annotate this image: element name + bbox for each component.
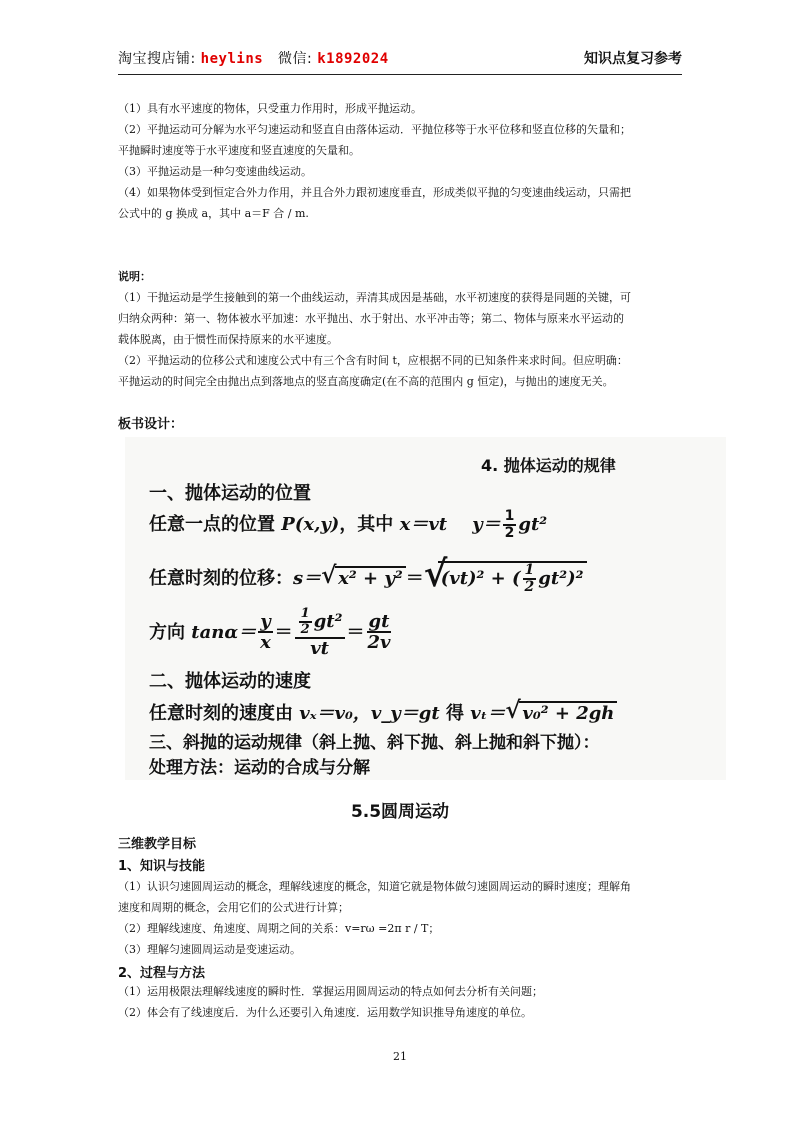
process-points: [118, 981, 688, 1023]
goal-line: （2）理解线速度、角速度、周期之间的关系：v=rω =2π r / T；: [118, 922, 440, 935]
board-line-displacement: 任意时刻的位移：s＝ √ x² + y² ＝ √ (vt)² + ( $\frac{1}{2}$ gt²)²: [149, 561, 587, 595]
board-line-method: 处理方法：运动的合成与分解: [149, 758, 370, 778]
goal-line: （2）体会有了线速度后．为什么还要引入角速度．运用数学知识推导角速度的单位。: [118, 1006, 532, 1019]
wechat-id: k1892024: [317, 51, 389, 67]
sqrt-expression: √ x² + y²: [321, 566, 406, 589]
section-title: 5.5圆周运动: [350, 802, 450, 822]
gt-over-2v-fraction: $\frac{gt}{2v}$: [367, 610, 391, 654]
goal-line: （1）运用极限法理解线速度的瞬时性．掌握运用圆周运动的特点如何去分析有关问题；: [118, 985, 543, 998]
subsection-knowledge: 1、知识与技能: [118, 859, 206, 874]
header-title: 知识点复习参考: [584, 51, 682, 67]
board-line-direction: 方向 tanα＝ $\frac{y}{x}$ ＝ $\frac{1}{2}$ gt² vt ＝ $\frac{gt}{2v}$: [149, 606, 391, 659]
board-section-2: 二、抛体运动的速度: [149, 671, 311, 692]
board-section-1: 一、抛体运动的位置: [149, 483, 311, 504]
board-section-3: 三、斜抛的运动规律（斜上抛、斜下抛、斜上抛和斜下抛）：: [149, 733, 600, 753]
board-label: 板书设计：: [118, 417, 184, 432]
notes-label: 说明：: [118, 270, 151, 283]
intro-line: （2）平抛运动可分解为水平匀速运动和竖直自由落体运动．平抛位移等于水平位移和竖直位移的矢量和；: [118, 123, 631, 136]
intro-points: [118, 98, 688, 224]
blackboard-design-image: [125, 437, 726, 780]
half-fraction: $\frac{1}{2}$: [524, 562, 535, 595]
note-line: 载体脱离，由于惯性而保持原来的水平速度。: [118, 333, 338, 346]
intro-line: （4）如果物体受到恒定合外力作用，并且合外力跟初速度垂直，形成类似平抛的匀变速曲线运动，只需把: [118, 186, 631, 199]
page-header: [118, 44, 682, 75]
notes-block: [118, 266, 688, 392]
goal-line: （1）认识匀速圆周运动的概念，理解线速度的概念，知道它就是物体做匀速圆周运动的瞬时速度；理解角: [118, 880, 631, 893]
header-shop-info: [118, 48, 389, 68]
sqrt-expression: √ (vt)² + ( $\frac{1}{2}$ gt²)²: [424, 561, 587, 595]
page-number: 21: [393, 1050, 407, 1063]
note-line: 平抛运动的时间完全由抛出点到落地点的竖直高度确定(在不高的范围内 g 恒定)，与抛出的速度无关。: [118, 375, 614, 388]
goals-title: 三维教学目标: [118, 837, 197, 852]
intro-line: 公式中的 g 换成 a，其中 a＝F 合 / m.: [118, 207, 309, 220]
shop-name: heylins: [200, 51, 264, 67]
shop-prefix: 淘宝搜店铺:: [118, 51, 201, 67]
half-gt2-over-vt-fraction: $\frac{1}{2}$ gt² vt: [295, 607, 345, 659]
note-line: 归纳众两种：第一、物体被水平加速：水平抛出、水于射出、水平冲击等；第二、物体与原来水平运动的: [118, 312, 624, 325]
y-over-x-fraction: $\frac{y}{x}$: [260, 610, 271, 654]
wechat-prefix: 微信:: [278, 51, 318, 67]
goal-line: （3）理解匀速圆周运动是变速运动。: [118, 943, 301, 956]
intro-line: 平抛瞬时速度等于水平速度和竖直速度的矢量和。: [118, 144, 360, 157]
goal-line: 速度和周期的概念，会用它们的公式进行计算；: [118, 901, 349, 914]
intro-line: （3）平抛运动是一种匀变速曲线运动。: [118, 165, 312, 178]
board-line-velocity: 任意时刻的速度由 vₓ＝v₀，v_y＝gt 得 vₜ＝ √ v₀² + 2gh: [149, 699, 617, 725]
knowledge-points: [118, 876, 688, 960]
board-line-position: 任意一点的位置 P(x,y)，其中 x＝vt y＝ $\frac{1}{2}$ gt²: [149, 508, 548, 541]
intro-line: （1）具有水平速度的物体，只受重力作用时，形成平抛运动。: [118, 102, 422, 115]
subsection-process: 2、过程与方法: [118, 966, 206, 981]
note-line: （1）干抛运动是学生接触到的第一个曲线运动，弄清其成因是基础，水平初速度的获得是同题的关键，可: [118, 291, 631, 304]
sqrt-expression: √ v₀² + 2gh: [505, 701, 617, 724]
half-fraction: $\frac{1}{2}$: [504, 508, 515, 541]
note-line: （2）平抛运动的位移公式和速度公式中有三个含有时间 t，应根据不同的已知条件来求时间。但应明确：: [118, 354, 628, 367]
board-title: 4. 抛体运动的规律: [481, 456, 616, 475]
